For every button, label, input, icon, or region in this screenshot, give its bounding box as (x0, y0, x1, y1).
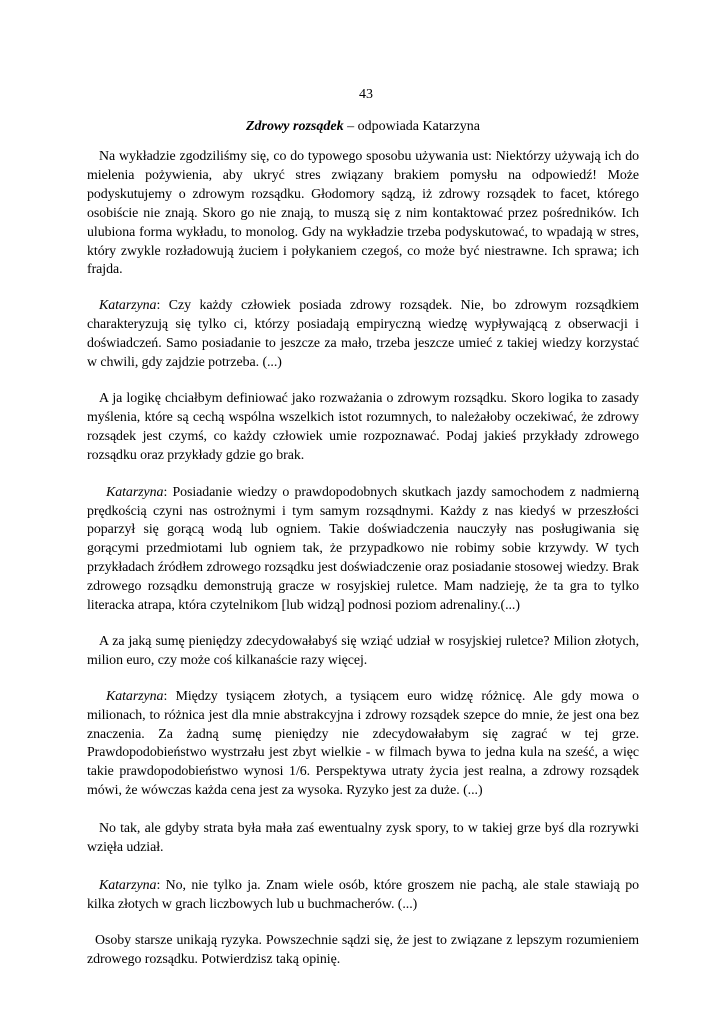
paragraph-text: : Czy każdy człowiek posiada zdrowy rozsądek. Nie, bo zdrowym rozsądkiem charakteryzują się tylko ci, którzy posiadają empiryczną wiedzę wypływającą z obserwacji i doświadczeń. Samo posiadanie to jeszcze za mało, trzeba jeszcze umieć z takiej wiedzy korzystać w chwili, gdy zajdzie potrzeba. (...) (87, 298, 639, 371)
speaker-name: Katarzyna (106, 484, 164, 500)
paragraph-text: No tak, ale gdyby strata była mała zaś ewentualny zysk spory, to w takiej grze byś dla rozrywki wzięła udział. (87, 821, 639, 856)
paragraph-question (87, 390, 639, 466)
speaker-name: Katarzyna (99, 878, 157, 893)
paragraph-text: : Posiadanie wiedzy o prawdopodobnych skutkach jazdy samochodem z nadmierną prędkością czyni nas ostrożnymi i tym samym rozsądnymi. Każdy z nas kiedyś w przeszłości poparzył się gorącą wodą lub ogniem. Takie doświadczenia nauczyły nas posługiwania się gorącymi przedmiotami lub ogniem tak, że przypadkowo nie robimy sobie krzywdy. W tych przykładach źródłem zdrowego rozsądku jest doświadczenie oraz posiadanie stosowej wiedzy. Brak zdrowego rozsądku demonstrują gracze w rosyjskiej ruletce. Mam nadzieję, że ta gra to tylko literacka atrapa, która czytelnikom [lub widzą] podnosi poziom adrenaliny.(...) (87, 484, 639, 614)
page-number: 43 (359, 87, 373, 102)
paragraph-answer (87, 688, 639, 801)
paragraph-answer (87, 877, 639, 915)
paragraph-intro (87, 148, 639, 280)
document-page (87, 86, 639, 970)
paragraph-text: A ja logikę chciałbym definiować jako rozważania o zdrowym rozsądku. Skoro logika to zasady myślenia, które są cechą wspólna wszelkich istot rozumnych, to należałoby oczekiwać, że zdrowy rozsądek jest czymś, co każdy człowiek umie rozpoznawać. Podaj jakieś przykłady zdrowego rozsądku oraz przykłady gdzie go brak. (87, 390, 639, 463)
title-italic: Zdrowy rozsądek (245, 119, 344, 134)
paragraph-answer (87, 297, 639, 373)
paragraph-text: A za jaką sumę pieniędzy zdecydowałabyś się wziąć udział w rosyjskiej ruletce? Milion złotych, milion euro, czy może coś kilkanaście razy więcej. (87, 633, 639, 668)
paragraph-question (87, 932, 639, 970)
title-rest: – odpowiada Katarzyna (343, 119, 481, 134)
paragraph-question (87, 633, 639, 671)
paragraph-text: : No, nie tylko ja. Znam wiele osób, które groszem nie pachą, ale stale stawiają po kilka złotych w grach liczbowych lub u buchmacherów. (...) (87, 878, 639, 912)
paragraph-answer (87, 484, 639, 616)
speaker-name: Katarzyna (106, 688, 164, 704)
speaker-name: Katarzyna (99, 298, 157, 314)
paragraph-text: : Między tysiącem złotych, a tysiącem euro widzę różnicę. Ale gdy mowa o milionach, to różnica jest dla mnie abstrakcyjna i zdrowy rozsądek szepce do mnie, że jest ona bez znaczenia. Za żadną sumę pieniędzy nie zdecydowałabym się zagrać w tej grze. Prawdopodobieństwo wystrzału jest zbyt wielkie - w filmach bywa to jedna kula na sześć, a więc takie prawdopodobieństwo wynosi 1/6. Perspektywa utraty życia jest realna, a zdrowy rozsądek mówi, że wówczas każda cena jest za wysoka. Ryzyko jest za duże. (...) (87, 688, 639, 799)
page-title (87, 118, 639, 136)
paragraph-text: Osoby starsze unikają ryzyka. Powszechnie sądzi się, że jest to związane z lepszym rozumieniem zdrowego rozsądku. Potwierdzisz taką opinię. (87, 932, 639, 967)
paragraph-text: Na wykładzie zgodziliśmy się, co do typowego sposobu używania ust: Niektórzy używają ich do mielenia pożywienia, aby ukryć stres związany brakiem pomysłu na odpowiedź! Może podyskutujemy o zdrowym rozsądku. Głodomory sądzą, iż zdrowy rozsądek to facet, którego osobiście nie znają. Skoro go nie znają, to muszą się z nim kontaktować przez pośredników. Ich ulubiona forma wykładu, to monolog. Gdy na wykładzie trzeba podyskutować, to wpadają w stres, który zwykle rozładowują żuciem i połykaniem czegoś, co może być niestrawne. Ich sprawa; ich frajda. (87, 149, 639, 278)
paragraph-question (87, 820, 639, 858)
